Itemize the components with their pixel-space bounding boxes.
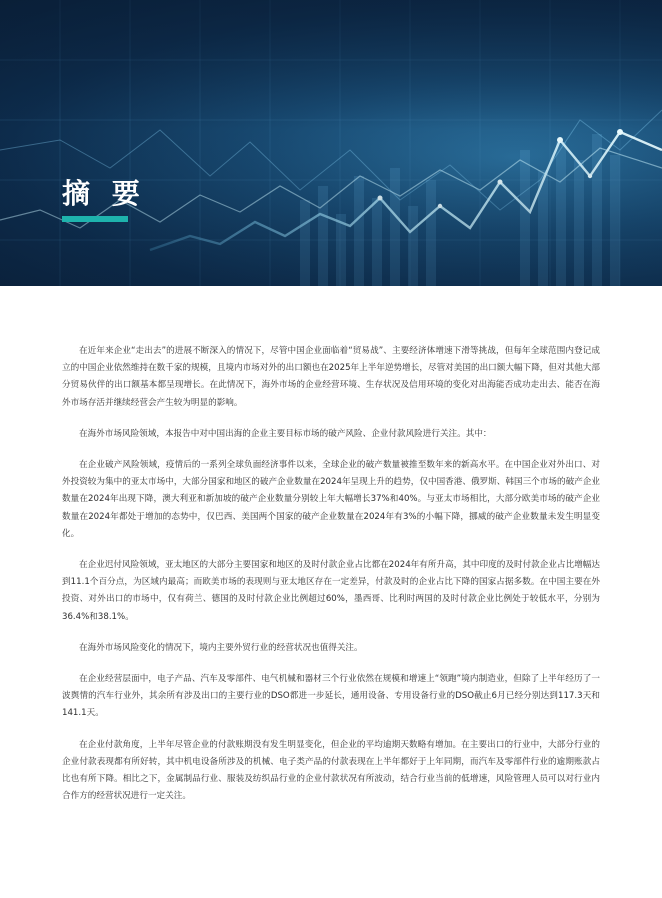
page-title: 摘 要 [62, 177, 146, 210]
paragraph-late-payment-risk: 在企业迟付风险领域，亚太地区的大部分主要国家和地区的及时付款企业占比都在2024年有所升高，其中印度的及时付款企业占比增幅达到11.1个百分点，为区域内最高；而欧美市场的表现则与亚太地区存在一定差异，付款及时的企业占比下降的国家占据多数。在中国主要在外投资、对外出口的市场中，仅有荷兰、德国的及时付款企业比例超过60%，墨西哥、比利时两国的及时付款企业比例处于较低水平，分别为36.4%和38.1%。 [62, 560, 600, 622]
paragraph-intro: 在近年来企业“走出去”的进展不断深入的情况下，尽管中国企业面临着“贸易战”、主要经济体增速下滑等挑战，但每年全球范围内登记成立的中国企业依然维持在数千家的规模，且境内市场对外的出口额也在2025年上半年逆势增长，尽管对美国的出口额大幅下降，但对其他大部分贸易伙伴的出口额基本都呈现增长。在此情况下，海外市场的企业经营环境、生存状况及信用环境的变化对出海能否成功走出去、能否在海外市场存活并继续经营会产生较为明显的影响。 [62, 346, 600, 408]
paragraph-business-operations: 在企业经营层面中，电子产品、汽车及零部件、电气机械和器材三个行业依然在规模和增速上“领跑”境内制造业，但除了上半年经历了一波舆情的汽车行业外，其余所有涉及出口的主要行业的DSO都进一步延长，通用设备、专用设备行业的DSO截止6月已经分别达到117.3天和141.1天。 [62, 674, 600, 719]
paragraph-domestic-industries: 在海外市场风险变化的情况下，境内主要外贸行业的经营状况也值得关注。 [79, 642, 363, 653]
paragraph-risk-scope: 在海外市场风险领域，本报告中对中国出海的企业主要目标市场的破产风险、企业付款风险进行关注。其中： [79, 428, 492, 439]
paragraph-bankruptcy-risk: 在企业破产风险领域，疫情后的一系列全球负面经济事件以来，全球企业的破产数量被推至数年来的新高水平。在中国企业对外出口、对外投资较为集中的亚太市场中，大部分国家和地区的破产企业数量在2024年呈现上升的趋势，仅中国香港、俄罗斯、韩国三个市场的破产企业数量在2024年出现下降，澳大利亚和新加坡的破产企业数量分别较上年大幅增长37%和40%。与亚太市场相比，大部分欧美市场的破产企业数量在2024年都处于增加的态势中，仅巴西、美国两个国家的破产企业数量在2024年有3%的小幅下降，挪威的破产企业数量未发生明显变化。 [62, 460, 600, 539]
header-banner [0, 0, 662, 286]
summary-body [62, 343, 600, 819]
paragraph-payment-behavior: 在企业付款角度，上半年尽管企业的付款账期没有发生明显变化，但企业的平均逾期天数略有增加。在主要出口的行业中，大部分行业的企业付款表现都有所好转，其中机电设备所涉及的机械、电子类产品的付款表现在上半年都好于上年同期，而汽车及零部件行业的逾期账款占比也有所下降。相比之下，金属制品行业、服装及纺织品行业的企业付款状况有所波动，结合行业当前的低增速，风险管理人员可以对行业内合作方的经营状况进行一定关注。 [62, 739, 600, 802]
title-accent-bar [62, 216, 128, 222]
background-graph-lines-decoration [0, 0, 662, 286]
